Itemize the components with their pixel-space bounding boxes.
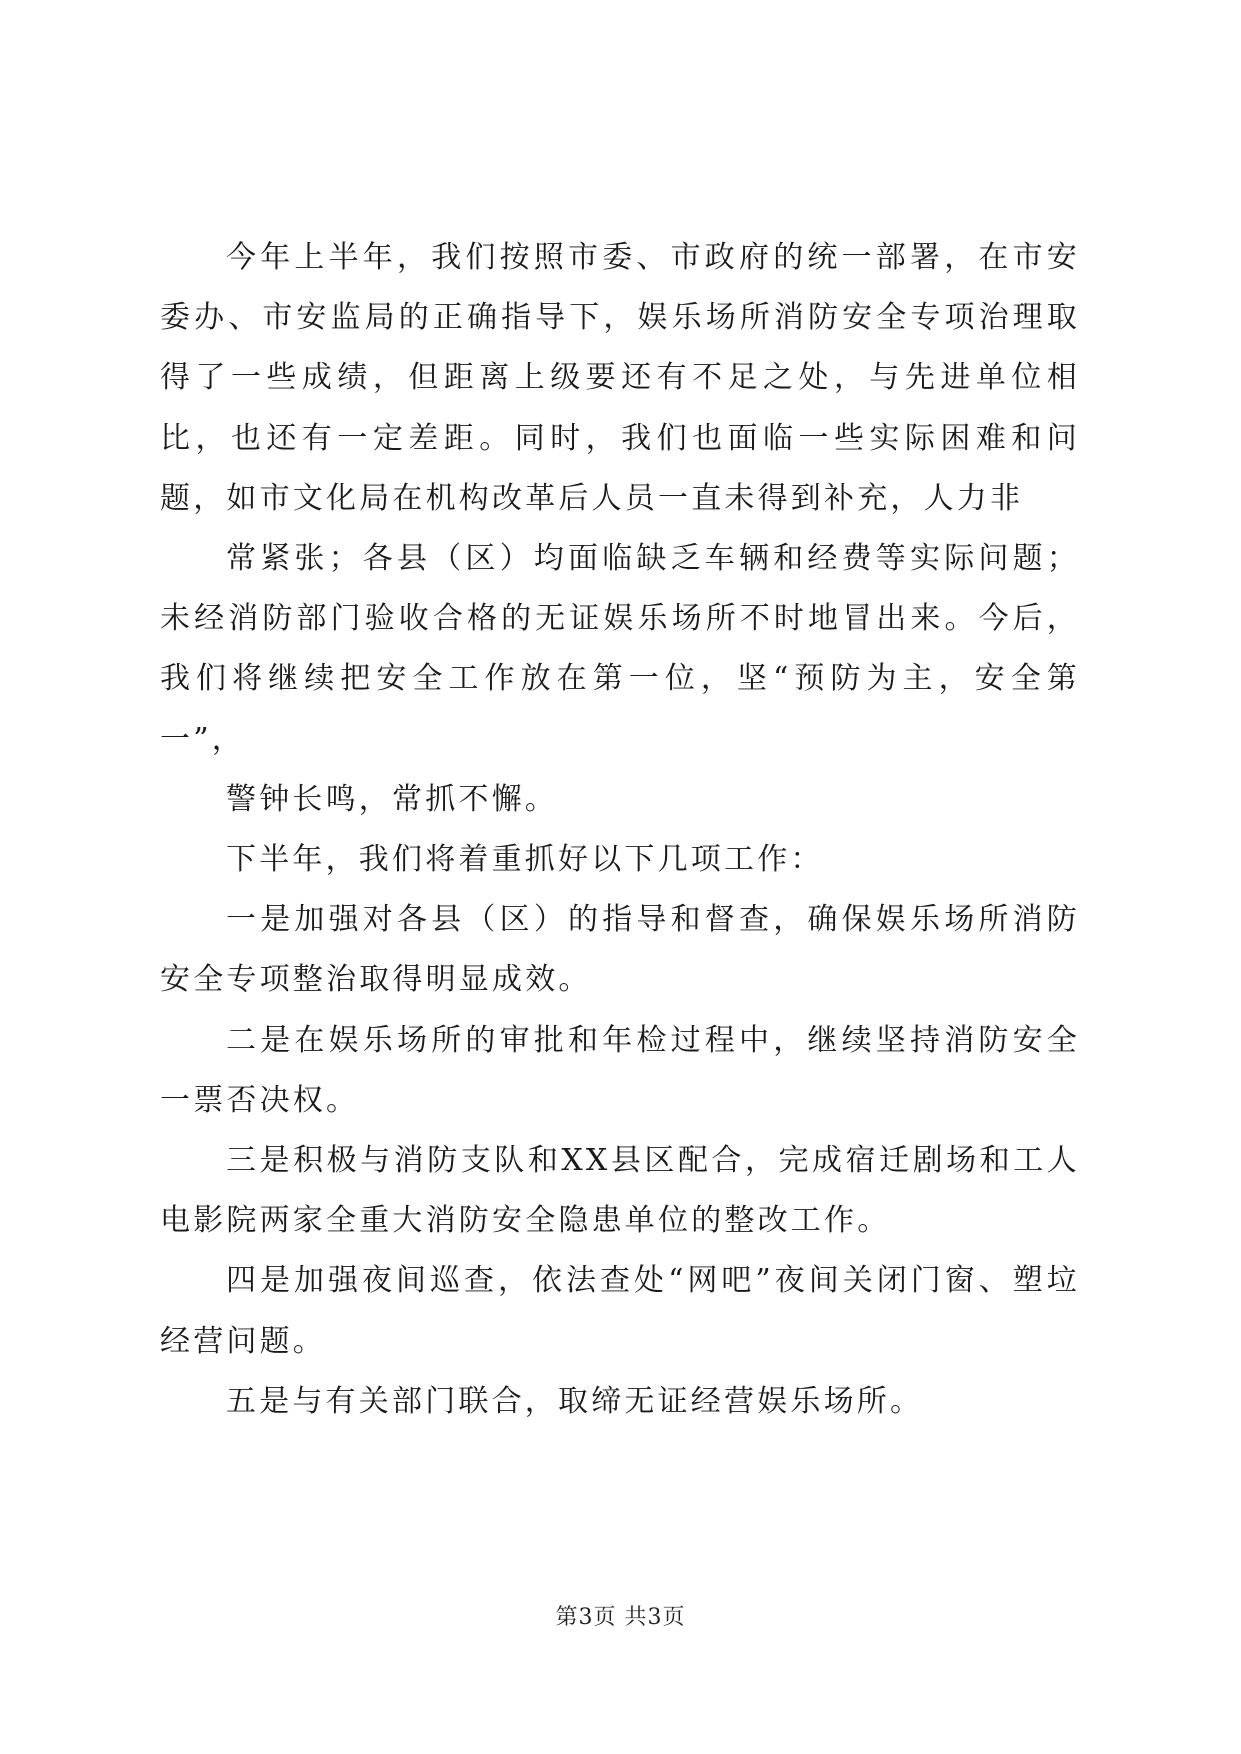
paragraph-7: 三是积极与消防支队和XX县区配合，完成宿迁剧场和工人电影院两家全重大消防安全隐患单位的整改工作。: [160, 1143, 1080, 1239]
paragraph-9: 五是与有关部门联合，取缔无证经营娱乐场所。: [226, 1383, 924, 1419]
paragraph-2: 常紧张；各县（区）均面临缺乏车辆和经费等实际问题；未经消防部门验收合格的无证娱乐场所不时地冒出来。今后，我们将继续把安全工作放在第一位，坚“预防为主，安全第一”，: [160, 541, 1080, 757]
paragraph-6: 二是在娱乐场所的审批和年检过程中，继续坚持消防安全一票否决权。: [160, 1022, 1080, 1118]
paragraph-4: 下半年，我们将着重抓好以下几项工作：: [226, 842, 824, 878]
paragraph-1: 今年上半年，我们按照市委、市政府的统一部署，在市安委办、市安监局的正确指导下，娱乐场所消防安全专项治理取得了一些成绩，但距离上级要还有不足之处，与先进单位相比，也还有一定差距。同时，我们也面临一些实际困难和问题，如市文化局在机构改革后人员一直未得到补充，人力非: [160, 240, 1080, 516]
paragraph-5: 一是加强对各县（区）的指导和督查，确保娱乐场所消防安全专项整治取得明显成效。: [160, 902, 1080, 998]
paragraph-3: 警钟长鸣，常抓不懈。: [226, 781, 558, 817]
paragraph-8: 四是加强夜间巡查，依法查处“网吧”夜间关闭门窗、塑垃经营问题。: [160, 1263, 1080, 1359]
page-footer: 第3页 共3页: [555, 1605, 686, 1630]
document-body: [160, 228, 1080, 1432]
